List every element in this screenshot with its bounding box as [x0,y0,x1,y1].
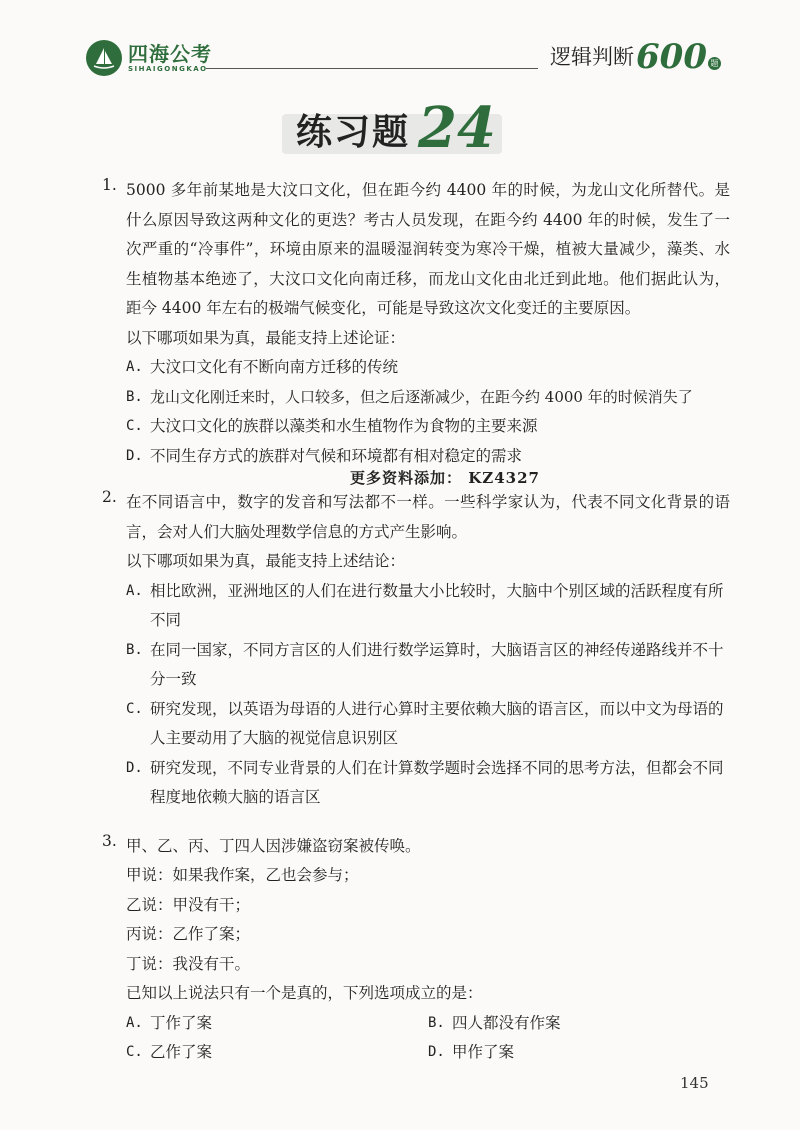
statement-2: 乙说：甲没有干； [126,895,251,914]
option-text: 研究发现，以英语为母语的人进行心算时主要依赖大脑的语言区，而以中文为母语的人主要动用了大脑的视觉信息识别区 [150,699,724,747]
option-c [126,1038,428,1068]
question-number: 1. [102,176,117,194]
question-stem: 在不同语言中，数字的发音和写法都不一样。一些科学家认为，代表不同文化背景的语言，会对人们大脑处理数学信息的方式产生影响。 [126,493,730,541]
question-prompt: 已知以上说法只有一个是真的，下列选项成立的是： [126,984,483,1002]
exercise-title-number: 24 [418,95,496,161]
option-text: 四人都没有作案 [452,1013,561,1032]
statement-1: 甲说：如果我作案，乙也会参与； [126,866,359,884]
option-c [126,412,730,442]
question-stem: 甲、乙、丙、丁四人因涉嫌盗窃案被传唤。 [126,836,421,855]
book-title-suffix: 题 [708,57,721,70]
option-a [126,577,730,636]
exercise-title [296,95,496,161]
option-text: 龙山文化刚迁来时，人口较多，但之后逐渐减少，在距今约 4000 年的时候消失了 [150,387,693,406]
brand-name-cn: 四海公考 [128,42,212,66]
option-letter: C. [126,700,143,717]
watermark-text: 更多资料添加： KZ4327 [350,469,540,487]
option-letter: A. [126,359,143,375]
option-letter: C. [126,418,143,434]
option-text: 在同一国家，不同方言区的人们进行数学运算时，大脑语言区的神经传递路线并不十分一致 [150,640,724,688]
book-title-text: 逻辑判断 [550,45,634,69]
option-text: 大汶口文化有不断向南方迁移的传统 [150,358,399,376]
option-letter: A. [126,1014,143,1031]
option-text: 大汶口文化的族群以藻类和水生植物作为食物的主要来源 [150,417,538,435]
option-b [126,383,730,413]
sailboat-logo-icon [86,40,122,76]
question-number: 3. [102,831,117,850]
option-a [126,1009,428,1039]
option-b [428,1009,730,1039]
option-text: 相比欧洲，亚洲地区的人们在进行数量大小比较时，大脑中个别区域的活跃程度有所不同 [150,581,724,629]
option-d [126,442,730,472]
question-1 [100,176,730,471]
question-stem: 5000 多年前某地是大汶口文化，但在距今约 4400 年的时候，为龙山文化所替代。是什么原因导致这两种文化的更迭？考古人员发现，在距今约 4400 年的时候，发生了一次严重的“冷事件”，环境由原来的温暖湿润转变为寒冷干燥，植被大量减少，藻类、水生植物基本绝迹了，大汶口文化向南迁移，而龙山文化由北迁到此地。他们据此认为，距今 4400 年左右的极端气候变化，可能是导致这次文化变迁的主要原因。 [126,181,730,317]
question-list [100,176,730,1068]
question-number: 2. [102,488,117,506]
option-c [126,695,730,754]
brand-logo [86,40,212,76]
statement-3: 丙说：乙作了案； [126,925,251,943]
exercise-title-text: 练习题 [296,112,411,153]
option-text: 不同生存方式的族群对气候和环境都有相对稳定的需求 [150,446,523,465]
option-d [126,754,730,813]
option-text: 甲作了案 [452,1043,515,1061]
option-letter: D. [126,447,143,464]
options-grid [126,1009,730,1068]
option-b [126,636,730,695]
question-3 [100,832,730,1068]
option-letter: C. [126,1044,143,1060]
statement-4: 丁说：我没有干。 [126,954,251,973]
book-title [550,37,721,77]
option-letter: B. [126,388,143,405]
header-divider [206,68,538,69]
question-prompt: 以下哪项如果为真，最能支持上述论证： [126,328,406,347]
option-letter: D. [126,759,143,776]
option-letter: A. [126,582,143,599]
option-d [428,1038,730,1068]
page-header [0,0,800,90]
option-letter: B. [126,641,143,658]
option-text: 研究发现，不同专业背景的人们在计算数学题时会选择不同的思考方法，但都会不同程度地依赖大脑的语言区 [150,758,724,806]
page-number: 145 [680,1074,709,1092]
question-prompt: 以下哪项如果为真，最能支持上述结论： [126,552,406,570]
option-text: 丁作了案 [150,1013,213,1032]
option-text: 乙作了案 [150,1043,213,1061]
brand-name-en: SIHAIGONGKAO [128,65,208,73]
question-2 [100,488,730,813]
book-title-number: 600 [636,37,707,77]
option-letter: D. [428,1044,445,1060]
option-letter: B. [428,1014,445,1031]
option-a [126,353,730,383]
